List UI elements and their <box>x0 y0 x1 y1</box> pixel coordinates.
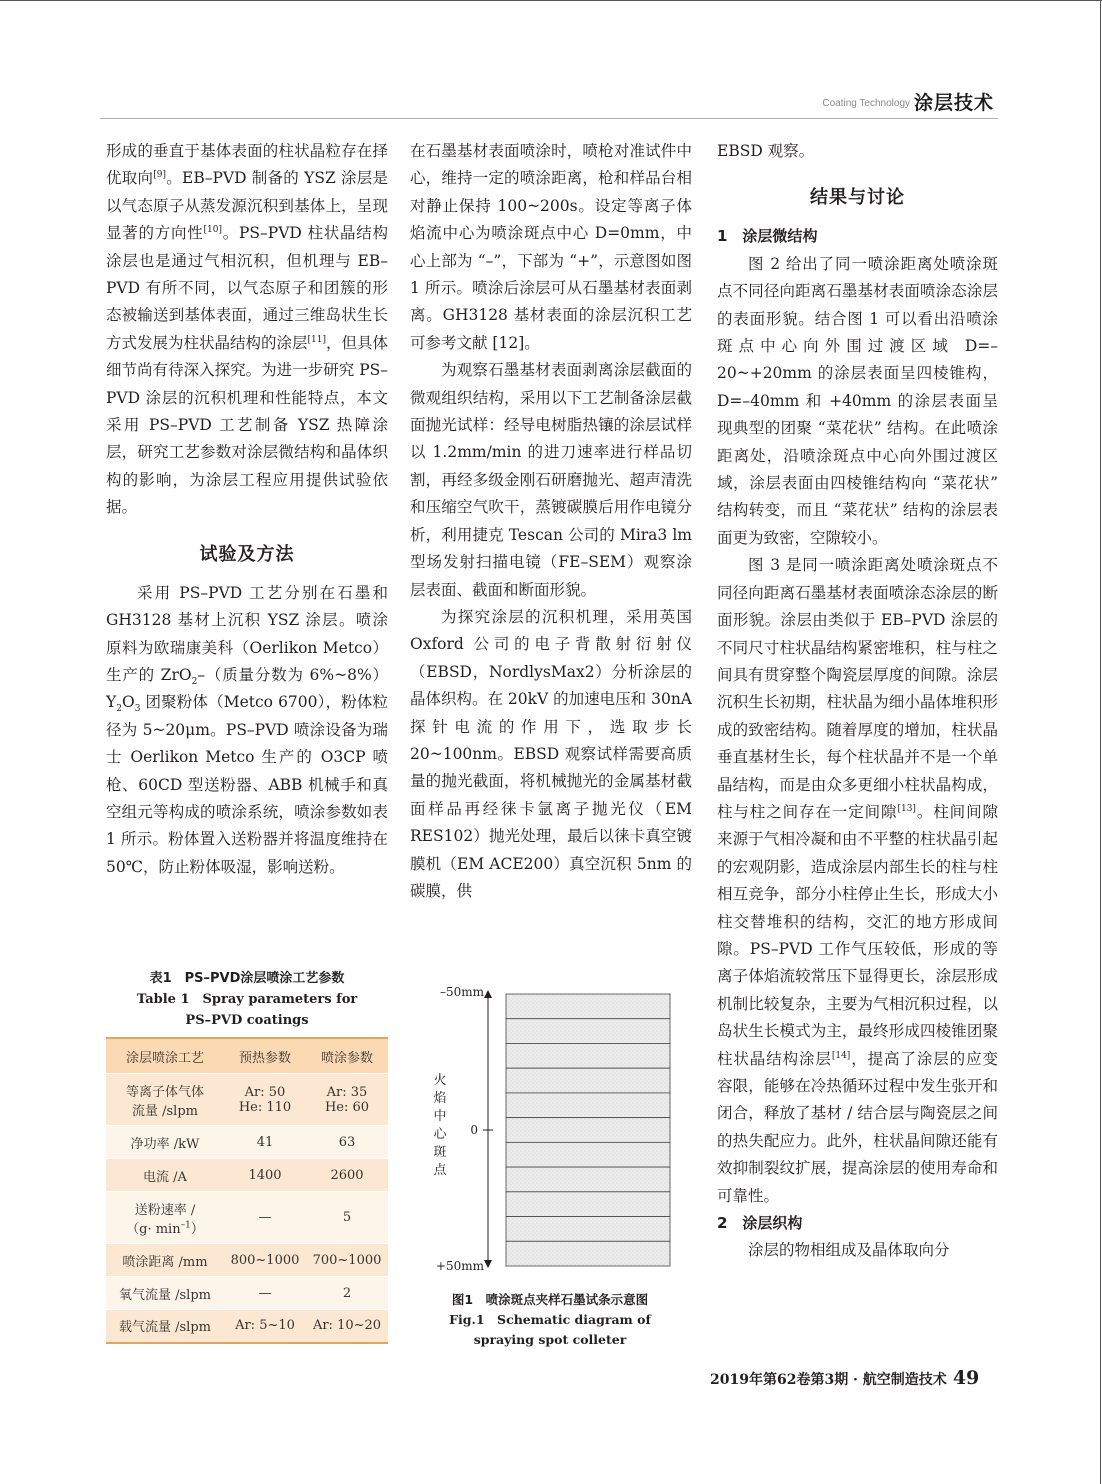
label-minus-50: –50mm <box>439 985 484 999</box>
table-cell: Ar: 35 He: 60 <box>306 1074 388 1126</box>
table-header-cell: 预热参数 <box>224 1038 306 1074</box>
paragraph: 在石墨基材表面喷涂时，喷枪对准试件中心，维持一定的喷涂距离，枪和样品台相对静止保持 100~200s。设定等离子体焰流中心为喷涂斑点中心 D=0mm，中心上部为 “–”，下部为 “+”，示意图如图 1 所示。喷涂后涂层可从石墨基材表面剥离。GH3128 基材表面的涂层沉积工艺可参考文献 [12]。 <box>410 142 692 352</box>
graphite-strip <box>506 1043 670 1068</box>
table-row <box>106 1192 388 1244</box>
table-cell: 喷涂距离 /mm <box>106 1244 224 1277</box>
graphite-strip <box>506 1192 670 1217</box>
table-cell: 送粉速率 / $(g\cdot \min^{-1})$ <box>106 1192 224 1244</box>
graphite-strip <box>506 1019 670 1044</box>
paragraph: EBSD 观察。 <box>717 142 815 160</box>
citation: [10] <box>203 225 222 236</box>
table-row <box>106 1244 388 1277</box>
graphite-strip <box>506 1217 670 1242</box>
table-header-cell: 喷涂参数 <box>306 1038 388 1074</box>
header-chinese: 涂层技术 <box>914 92 995 114</box>
table-cell: Ar: 5~10 <box>224 1310 306 1343</box>
spray-spot-diagram <box>420 978 700 1278</box>
column-1 <box>106 138 388 881</box>
vertical-label-char: 斑 <box>433 1145 447 1160</box>
paragraph: 形成的垂直于基体表面的柱状晶粒存在择优取向[9]。EB–PVD 制备的 YSZ 涂层是以气态原子从蒸发源沉积到基体上，呈现显著的方向性[10]。PS–PVD 柱状晶结构涂层也是通过气相沉积，但机理与 EB–PVD 有所不同，以气态原子和团簇的形态被输送到基体表面，通过三维岛状生长方式发展为柱状晶结构的涂层[11]，但具体细节尚有待深入探究。为进一步研究 PS–PVD 涂层的沉积机理和性能特点，本文采用 PS–PVD 工艺制备 YSZ 热障涂层，研究工艺参数对涂层微结构和晶体织构的影响，为涂层工程应用提供试验依据。 <box>106 142 389 517</box>
page-number: 49 <box>952 1367 980 1389</box>
table-cell: 载气流量 /slpm <box>106 1310 224 1343</box>
paragraph: 涂层的物相组成及晶体取向分 <box>748 1241 950 1260</box>
table-cell: 41 <box>224 1126 306 1159</box>
table-row <box>106 1277 388 1310</box>
graphite-strip <box>506 1068 670 1093</box>
spray-parameters-table <box>106 1037 388 1344</box>
table-cell: 2600 <box>306 1159 388 1192</box>
table-cell: 1400 <box>224 1159 306 1192</box>
section-title-results: 结果与讨论 <box>810 187 905 209</box>
table-cell: — <box>224 1277 306 1310</box>
vertical-label-char: 心 <box>433 1127 447 1142</box>
graphite-strip <box>506 1118 670 1143</box>
graphite-strip <box>506 994 670 1019</box>
graphite-strip <box>506 1167 670 1192</box>
header-english: Coating Technology <box>822 98 910 109</box>
graphite-strips <box>506 994 670 1266</box>
table-row <box>106 1159 388 1192</box>
graphite-strip <box>506 1241 670 1266</box>
table-cell: 氧气流量 /slpm <box>106 1277 224 1310</box>
vertical-label-char: 焰 <box>433 1091 447 1106</box>
column-3 <box>717 138 998 1265</box>
table-cell: 2 <box>306 1277 388 1310</box>
page-border-top <box>0 0 1102 1</box>
citation: [13] <box>897 803 916 814</box>
table-row <box>106 1126 388 1159</box>
table-cell: 5 <box>306 1192 388 1244</box>
table-cell: 700~1000 <box>306 1244 388 1277</box>
arrow-top <box>484 990 492 998</box>
journal-info: 2019年第62卷第3期 · 航空制造技术 <box>710 1372 947 1388</box>
label-zero: 0 <box>470 1123 478 1137</box>
table-cell: — <box>224 1192 306 1244</box>
table-row <box>106 1310 388 1343</box>
paragraph: 图 2 给出了同一喷涂距离处喷涂斑点不同径向距离石墨基材表面喷涂态涂层的表面形貌。结合图 1 可以看出沿喷涂斑点中心向外围过渡区域 D=–20~+20mm 的涂层表面呈四棱锥构，D=–40mm 和 +40mm 的涂层表面呈现典型的团聚 “菜花状” 结构。在此喷涂距离处，沿喷涂斑点中心向外围过渡区域，涂层表面由四棱锥结构向 “菜花状” 结构转变，而且 “菜花状” 结构的涂层表面更为致密，空隙较小。 <box>717 254 998 547</box>
citation: [9] <box>153 170 167 181</box>
paragraph: 为探究涂层的沉积机理，采用英国 Oxford 公司的电子背散射衍射仪（EBSD，NordlysMax2）分析涂层的晶体织构。在 20kV 的加速电压和 30nA 探针电流的作用下，选取步长 20~100nm。EBSD 观察试样需要高质量的抛光截面，将机械抛光的金属基材截面样品再经徕卡氩离子抛光仪（EM RES102）抛光处理，最后以徕卡真空镀膜机（EM ACE200）真空沉积 5nm 的碳膜，供 <box>410 607 692 900</box>
paragraph: 图 3 是同一喷涂距离处喷涂斑点不同径向距离石墨基材表面喷涂态涂层的断面形貌。涂层由类似于 EB–PVD 涂层的不同尺寸柱状晶结构紧密堆积，柱与柱之间具有贯穿整个陶瓷层厚度的间隙。涂层沉积生长初期，柱状晶为细小晶体堆积形成的致密结构。随着厚度的增加，柱状晶垂直基材生长，每个柱状晶并不是一个单晶结构，而是由众多更细小柱状晶构成，柱与柱之间存在一定间隙[13]。柱间间隙来源于气相冷凝和由不平整的柱状晶引起的宏观阴影，造成涂层内部生长的柱与柱相互竞争，部分小柱停止生长，形成大小柱交替堆积的结构，交汇的地方形成间隙。PS–PVD 工作气压较低，形成的等离子体焰流较常压下显得更长，涂层形成机制比较复杂，主要为气相沉积过程，以岛状生长模式为主，最终形成四棱锥团聚柱状晶结构涂层[14]，提高了涂层的应变容限，能够在冷热循环过程中发生张开和闭合，释放了基材 / 结合层与陶瓷层之间的热失配应力。此外，柱状晶间隙还能有效抑制裂纹扩展，提高涂层的使用寿命和可靠性。 <box>717 556 998 1205</box>
table-header-row <box>106 1038 388 1074</box>
header-rule <box>100 118 998 119</box>
vertical-label-char: 火 <box>433 1073 447 1088</box>
table-row <box>106 1074 388 1126</box>
subsection-title: 1 涂层微结构 <box>717 227 818 246</box>
table-cell: Ar: 50 He: 110 <box>224 1074 306 1126</box>
citation: [14] <box>831 1050 851 1061</box>
page-footer <box>710 1367 979 1389</box>
table-cell: 800~1000 <box>224 1244 306 1277</box>
paragraph: 为观察石墨基材表面剥离涂层截面的微观组织结构，采用以下工艺制备涂层截面抛光试样：经导电树脂热镶的涂层试样以 1.2mm/min 的进刀速率进行样品切割，再经多级金刚石研磨抛光、超声清洗和压缩空气吹干，蒸镀碳膜后用作电镜分析，利用捷克 Tescan 公司的 Mira3 lm 型场发射扫描电镜（FE–SEM）观察涂层表面、截面和断面形貌。 <box>410 361 692 599</box>
subsection-title: 2 涂层织构 <box>717 1214 803 1233</box>
paragraph: 采用 PS–PVD 工艺分别在石墨和 GH3128 基材上沉积 YSZ 涂层。喷涂原料为欧瑞康美科（Oerlikon Metco）生产的 ZrO$_2$–（质量分数为 $6\%\sim 8\%)Y_2O_3$ 团聚粉体（Metco 6700），粉体粒径为 5~20μm。PS–PVD 喷涂设备为瑞士 Oerlikon Metco 生产的 O3CP 喷枪、60CD 型送粉器、ABB 机械手和真空组元等构成的喷涂系统，喷涂参数如表 1 所示。粉体置入送粉器并将温度维持在 50℃，防止粉体吸湿，影响送粉。 <box>106 583 388 876</box>
table-cell: 等离子体气体 流量 /slpm <box>106 1074 224 1126</box>
table-cell: 63 <box>306 1126 388 1159</box>
page-border-right <box>1100 0 1101 1484</box>
section-title-methods: 试验及方法 <box>199 543 295 565</box>
table-cell: 净功率 /kW <box>106 1126 224 1159</box>
figure-caption: 图1 喷涂斑点夹样石墨试条示意图 Fig.1 Schematic diagram of spraying spot colleter <box>449 1292 651 1347</box>
arrow-bottom <box>484 1260 492 1268</box>
vertical-label-char: 点 <box>433 1163 447 1178</box>
table-cell: 电流 /A <box>106 1159 224 1192</box>
figure-1 <box>420 978 700 1278</box>
label-plus-50: +50mm <box>435 1259 484 1273</box>
table-caption: 表1 PS–PVD涂层喷涂工艺参数 Table 1 Spray parameters for PS–PVD coatings <box>136 971 358 1028</box>
vertical-label-char: 中 <box>433 1109 447 1124</box>
column-2 <box>410 138 692 905</box>
table-header-cell: 涂层喷涂工艺 <box>106 1038 224 1074</box>
citation: [11] <box>307 334 326 345</box>
table-cell: Ar: 10~20 <box>306 1310 388 1343</box>
graphite-strip <box>506 1142 670 1167</box>
graphite-strip <box>506 1093 670 1118</box>
